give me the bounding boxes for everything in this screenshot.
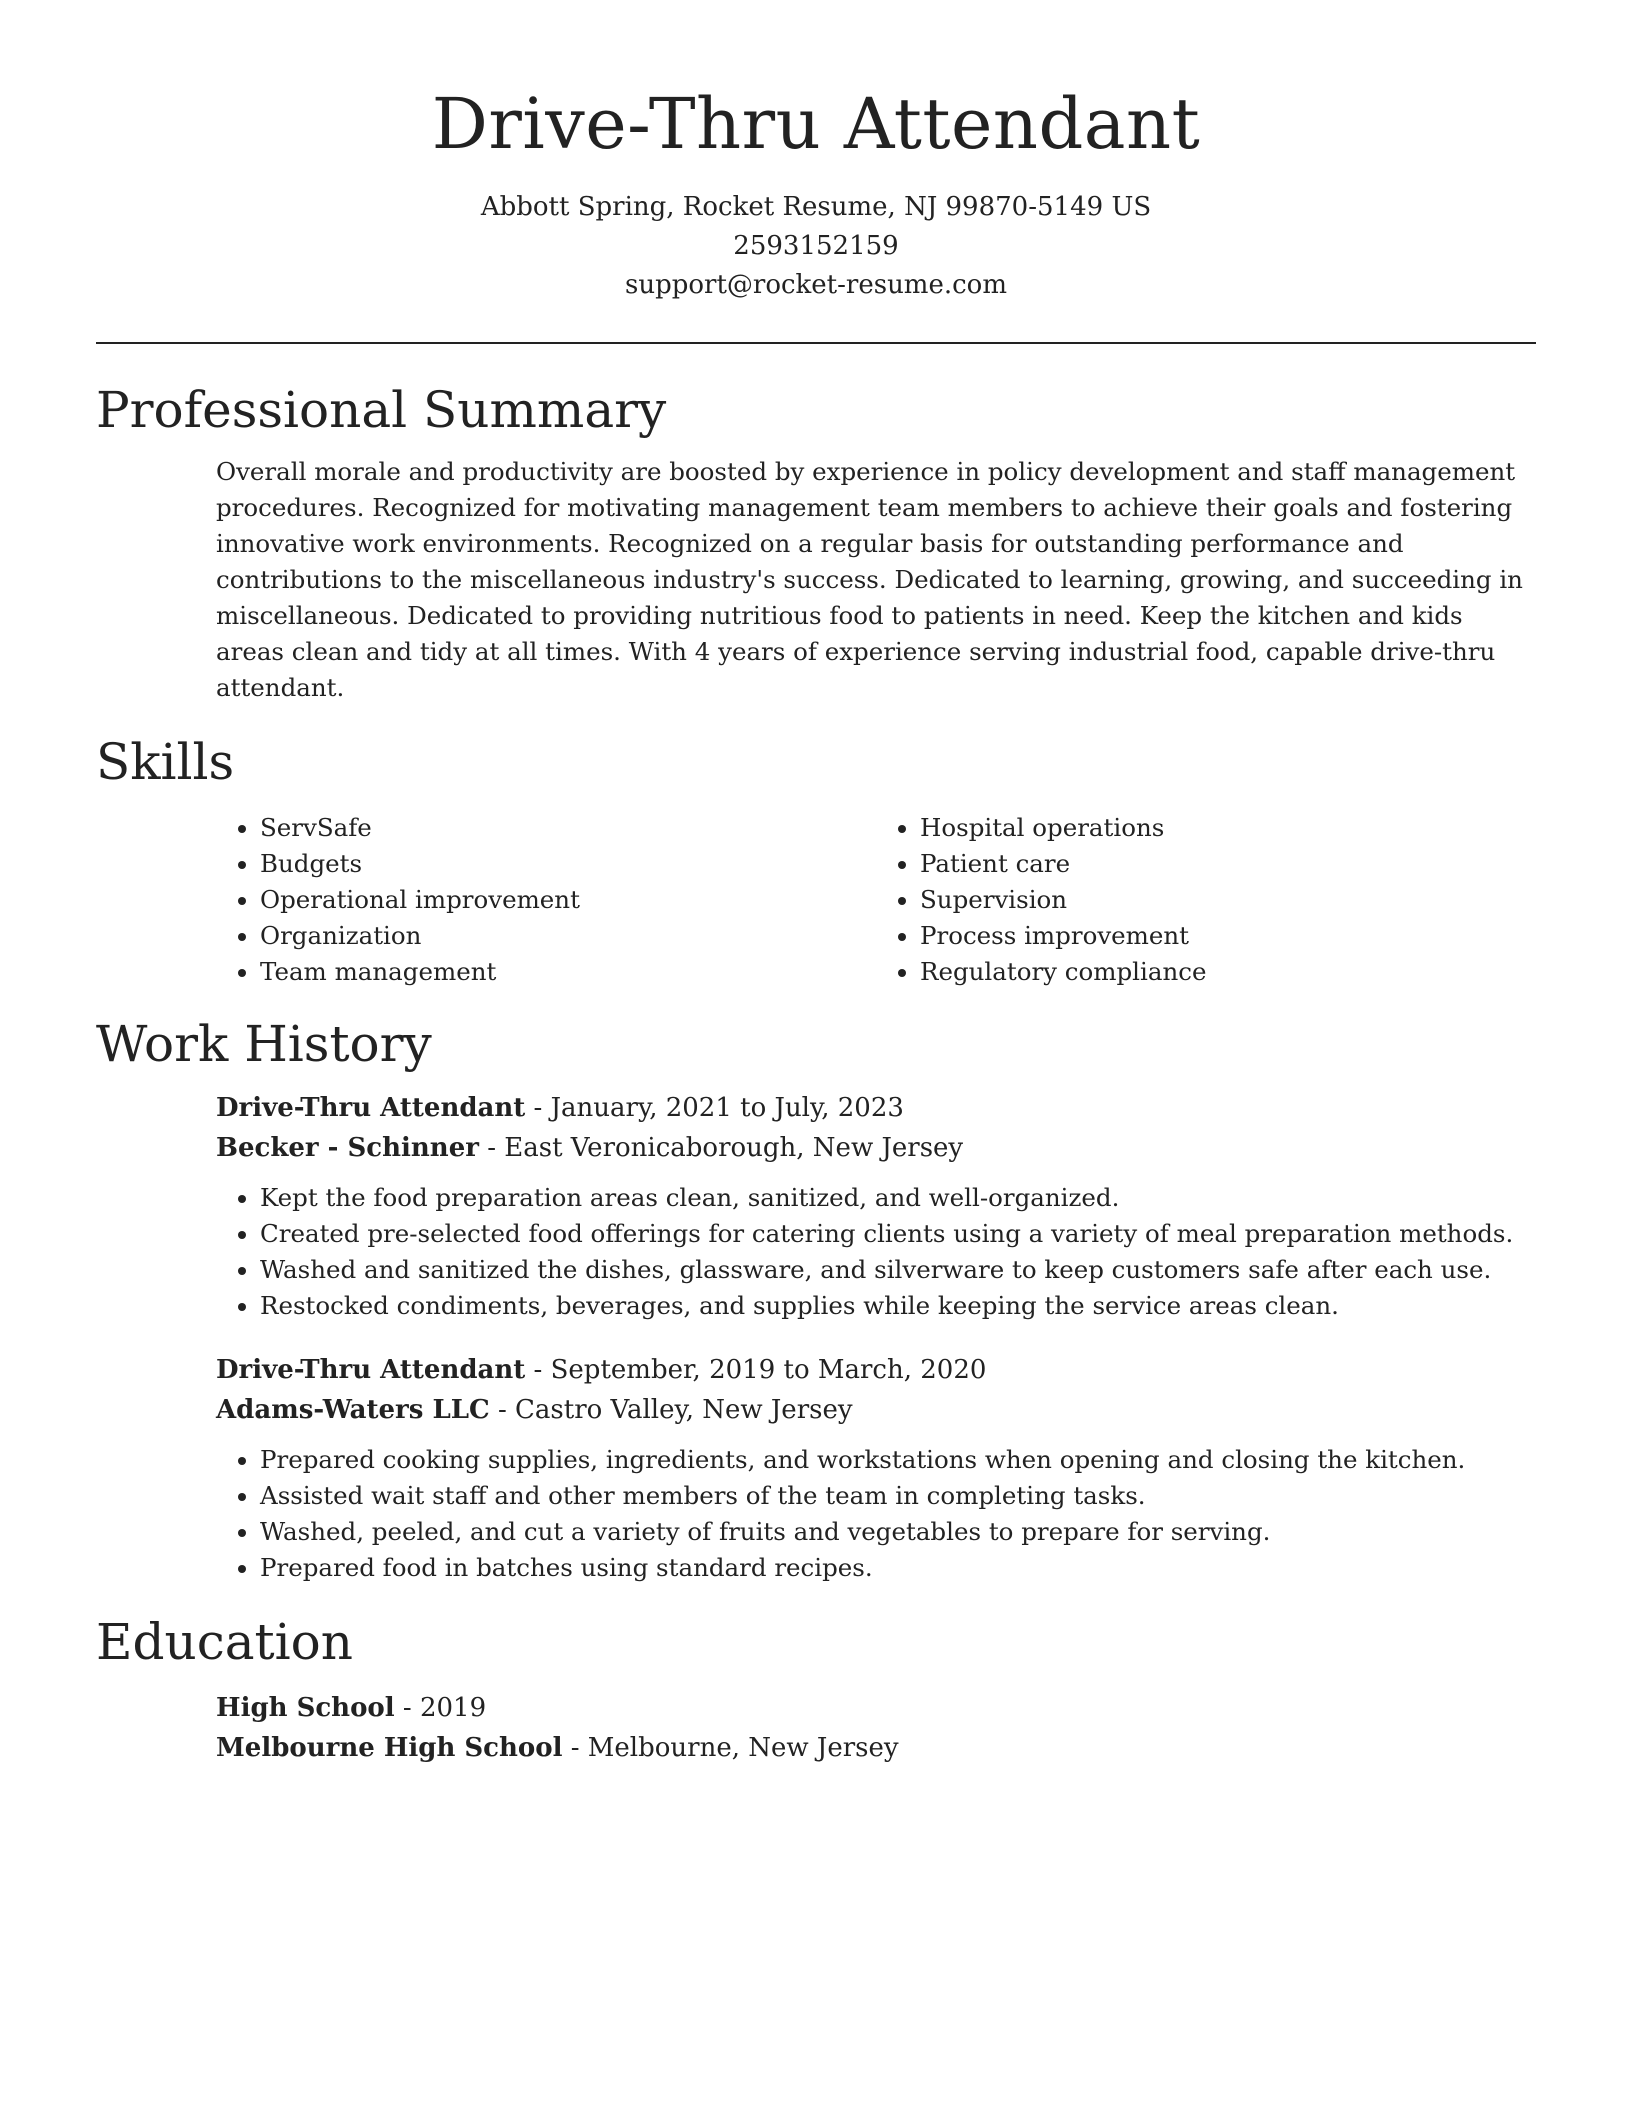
- skills-columns: [216, 810, 1536, 990]
- job-duty-item: • Kept the food preparation areas clean, sanitized, and well-organized.: [260, 1180, 1536, 1216]
- work-history-heading: Work History: [96, 1015, 432, 1073]
- contact-phone: 2593152159: [733, 231, 899, 261]
- education-heading: Education: [96, 1613, 353, 1671]
- skills-section: [96, 732, 1536, 990]
- job-duty-item: • Assisted wait staff and other members of the team in completing tasks.: [260, 1478, 1536, 1514]
- job-duties: [216, 1180, 1536, 1324]
- contact-info: [0, 188, 1632, 305]
- summary-heading: Professional Summary: [96, 381, 667, 439]
- skill-item: • ServSafe: [260, 810, 876, 846]
- skill-item: • Process improvement: [920, 918, 1536, 954]
- education-degree-line: [216, 1688, 1536, 1728]
- job-dates: - September, 2019 to March, 2020: [525, 1355, 987, 1385]
- job-duty-item: • Created pre-selected food offerings for catering clients using a variety of meal preparation methods.: [260, 1216, 1536, 1252]
- skill-item: • Supervision: [920, 882, 1536, 918]
- skill-item: • Hospital operations: [920, 810, 1536, 846]
- job-entry: [216, 1350, 1536, 1586]
- job-duties: [216, 1442, 1536, 1586]
- contact-email: support@rocket-resume.com: [624, 270, 1007, 300]
- job-company-line: [216, 1128, 1536, 1168]
- job-role: Drive-Thru Attendant: [216, 1093, 526, 1123]
- job-title-line: [216, 1088, 1536, 1128]
- job-location: - East Veronicaborough, New Jersey: [478, 1133, 964, 1163]
- job-title-line: [216, 1350, 1536, 1390]
- skills-list-right: [876, 810, 1536, 990]
- job-duty-item: • Prepared food in batches using standard recipes.: [260, 1550, 1536, 1586]
- skills-list-left: [216, 810, 876, 990]
- job-entry: [216, 1088, 1536, 1324]
- job-company: Adams-Waters LLC: [216, 1395, 490, 1425]
- education-location: - Melbourne, New Jersey: [562, 1733, 899, 1763]
- skills-heading: Skills: [96, 733, 235, 791]
- job-company-line: [216, 1390, 1536, 1430]
- job-location: - Castro Valley, New Jersey: [489, 1395, 853, 1425]
- summary-section: [96, 380, 1536, 706]
- skill-item: • Operational improvement: [260, 882, 876, 918]
- education-degree: High School: [216, 1693, 395, 1723]
- job-duty-item: • Restocked condiments, beverages, and supplies while keeping the service areas clean.: [260, 1288, 1536, 1324]
- candidate-name: Drive-Thru Attendant: [431, 83, 1201, 165]
- job-role: Drive-Thru Attendant: [216, 1355, 526, 1385]
- summary-text: Overall morale and productivity are boosted by experience in policy development and staff management procedures. Recognized for motivating management team members to achieve their goals and fostering innovative work environments. Recognized on a regular basis for outstanding performance and contributions to the miscellaneous industry's success. Dedicated to learning, growing, and succeeding in miscellaneous. Dedicated to providing nutritious food to patients in need. Keep the kitchen and kids areas clean and tidy at all times. With 4 years of experience serving industrial food, capable drive-thru attendant.: [216, 457, 1523, 702]
- skill-item: • Budgets: [260, 846, 876, 882]
- header-divider: [96, 342, 1536, 344]
- skill-item: • Team management: [260, 954, 876, 990]
- resume-content: [96, 380, 1536, 1768]
- work-history-section: [96, 1014, 1536, 1586]
- skill-item: • Organization: [260, 918, 876, 954]
- skill-item: • Patient care: [920, 846, 1536, 882]
- education-section: [96, 1612, 1536, 1768]
- resume-header: [0, 0, 1632, 305]
- education-year: - 2019: [394, 1693, 487, 1723]
- job-duty-item: • Washed, peeled, and cut a variety of fruits and vegetables to prepare for serving.: [260, 1514, 1536, 1550]
- education-school-line: [216, 1728, 1536, 1768]
- contact-address: Abbott Spring, Rocket Resume, NJ 99870-5149 US: [480, 192, 1152, 222]
- education-entry: [216, 1688, 1536, 1768]
- job-company: Becker - Schinner: [216, 1133, 479, 1163]
- job-dates: - January, 2021 to July, 2023: [525, 1093, 904, 1123]
- education-school: Melbourne High School: [216, 1733, 563, 1763]
- job-duty-item: • Prepared cooking supplies, ingredients, and workstations when opening and closing the kitchen.: [260, 1442, 1536, 1478]
- job-duty-item: • Washed and sanitized the dishes, glassware, and silverware to keep customers safe after each use.: [260, 1252, 1536, 1288]
- skill-item: • Regulatory compliance: [920, 954, 1536, 990]
